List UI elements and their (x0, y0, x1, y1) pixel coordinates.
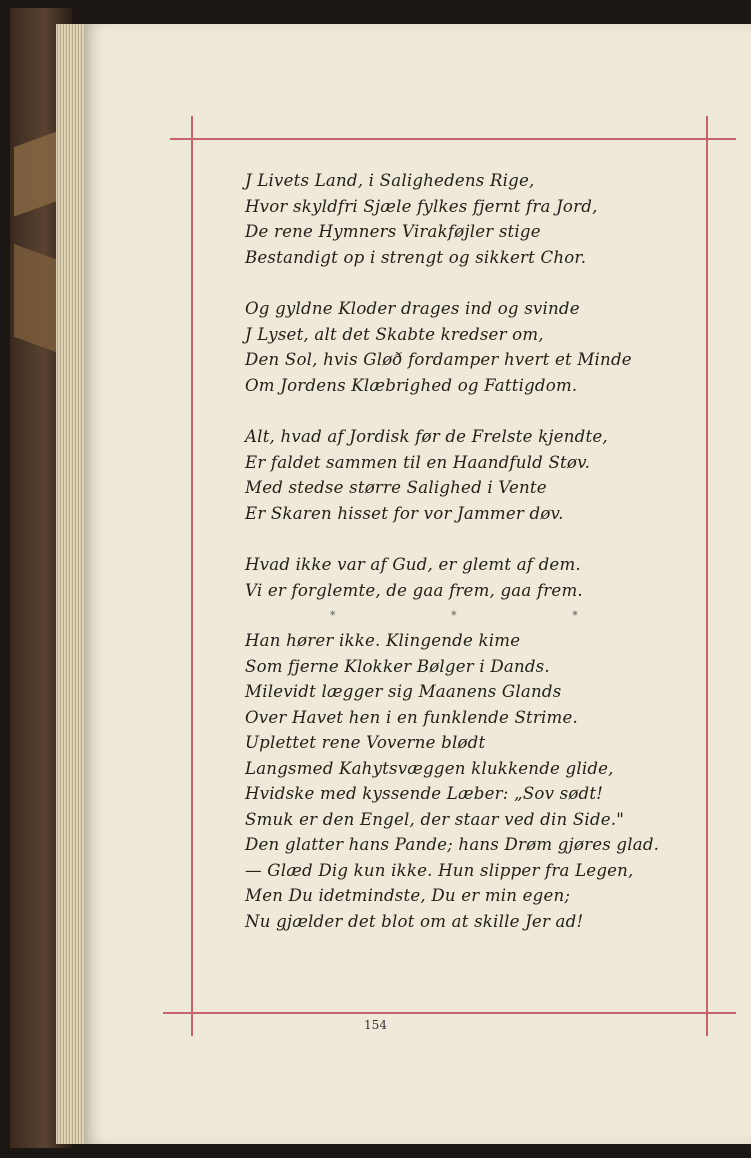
stanza-5 (245, 628, 685, 934)
asterisk: * (572, 609, 578, 622)
poem-line: Smuk er den Engel, der staar ved din Side." (245, 809, 625, 829)
poem-line: Bestandigt op i strengt og sikkert Chor. (245, 247, 587, 267)
page-edges (56, 24, 86, 1144)
section-separator (330, 603, 578, 628)
poem-line: Over Havet hen i en funklende Strime. (245, 707, 578, 727)
stanza-1 (245, 168, 685, 270)
poem-line: Er Skaren hisset for vor Jammer døv. (245, 503, 564, 523)
rule-top (170, 138, 736, 140)
poem-line: J Livets Land, i Salighedens Rige, (245, 171, 535, 190)
poem-line: Den glatter hans Pande; hans Drøm gjøres glad. (245, 835, 660, 854)
poem-line: Som fjerne Klokker Bølger i Dands. (245, 656, 550, 676)
page-number: 154 (364, 1018, 387, 1032)
poem-line: Og gyldne Kloder drages ind og svinde (245, 299, 580, 318)
poem-line: Nu gjælder det blot om at skille Jer ad! (245, 911, 584, 931)
poem-line: Om Jordens Klæbrighed og Fattigdom. (245, 375, 578, 395)
poem-line: Men Du idetmindste, Du er min egen; (245, 886, 571, 905)
poem-line: J Lyset, alt det Skabte kredser om, (245, 324, 544, 344)
asterisk: * (451, 609, 457, 622)
poem-line: Hvor skyldfri Sjæle fylkes fjernt fra Jord, (245, 196, 598, 216)
poem-line: Hvad ikke var af Gud, er glemt af dem. (245, 555, 581, 574)
poem-text (245, 168, 685, 934)
poem-line: Med stedse større Salighed i Vente (245, 478, 547, 497)
rule-right (706, 116, 708, 1036)
poem-line: Milevidt lægger sig Maanens Glands (245, 682, 562, 701)
rule-left (191, 116, 193, 1036)
poem-line: Vi er forglemte, de gaa frem, gaa frem. (245, 580, 583, 600)
poem-line: Er faldet sammen til en Haandfuld Støv. (245, 452, 591, 472)
asterisk: * (330, 609, 336, 622)
poem-line: Han hører ikke. Klingende kime (245, 631, 521, 650)
stanza-2 (245, 296, 685, 398)
poem-line: Uplettet rene Voverne blødt (245, 733, 486, 752)
stanza-3 (245, 424, 685, 526)
rule-bottom (163, 1012, 736, 1014)
poem-line: Hvidske med kyssende Læber: „Sov sødt! (245, 784, 604, 803)
poem-line: — Glæd Dig kun ikke. Hun slipper fra Legen, (245, 860, 634, 880)
stanza-4 (245, 552, 685, 603)
poem-line: Den Sol, hvis Gløð fordamper hvert et Minde (245, 350, 632, 369)
poem-line: De rene Hymners Virakføjler stige (245, 222, 541, 241)
poem-line: Alt, hvad af Jordisk før de Frelste kjendte, (245, 427, 608, 446)
poem-line: Langsmed Kahytsvæggen klukkende glide, (245, 758, 614, 778)
